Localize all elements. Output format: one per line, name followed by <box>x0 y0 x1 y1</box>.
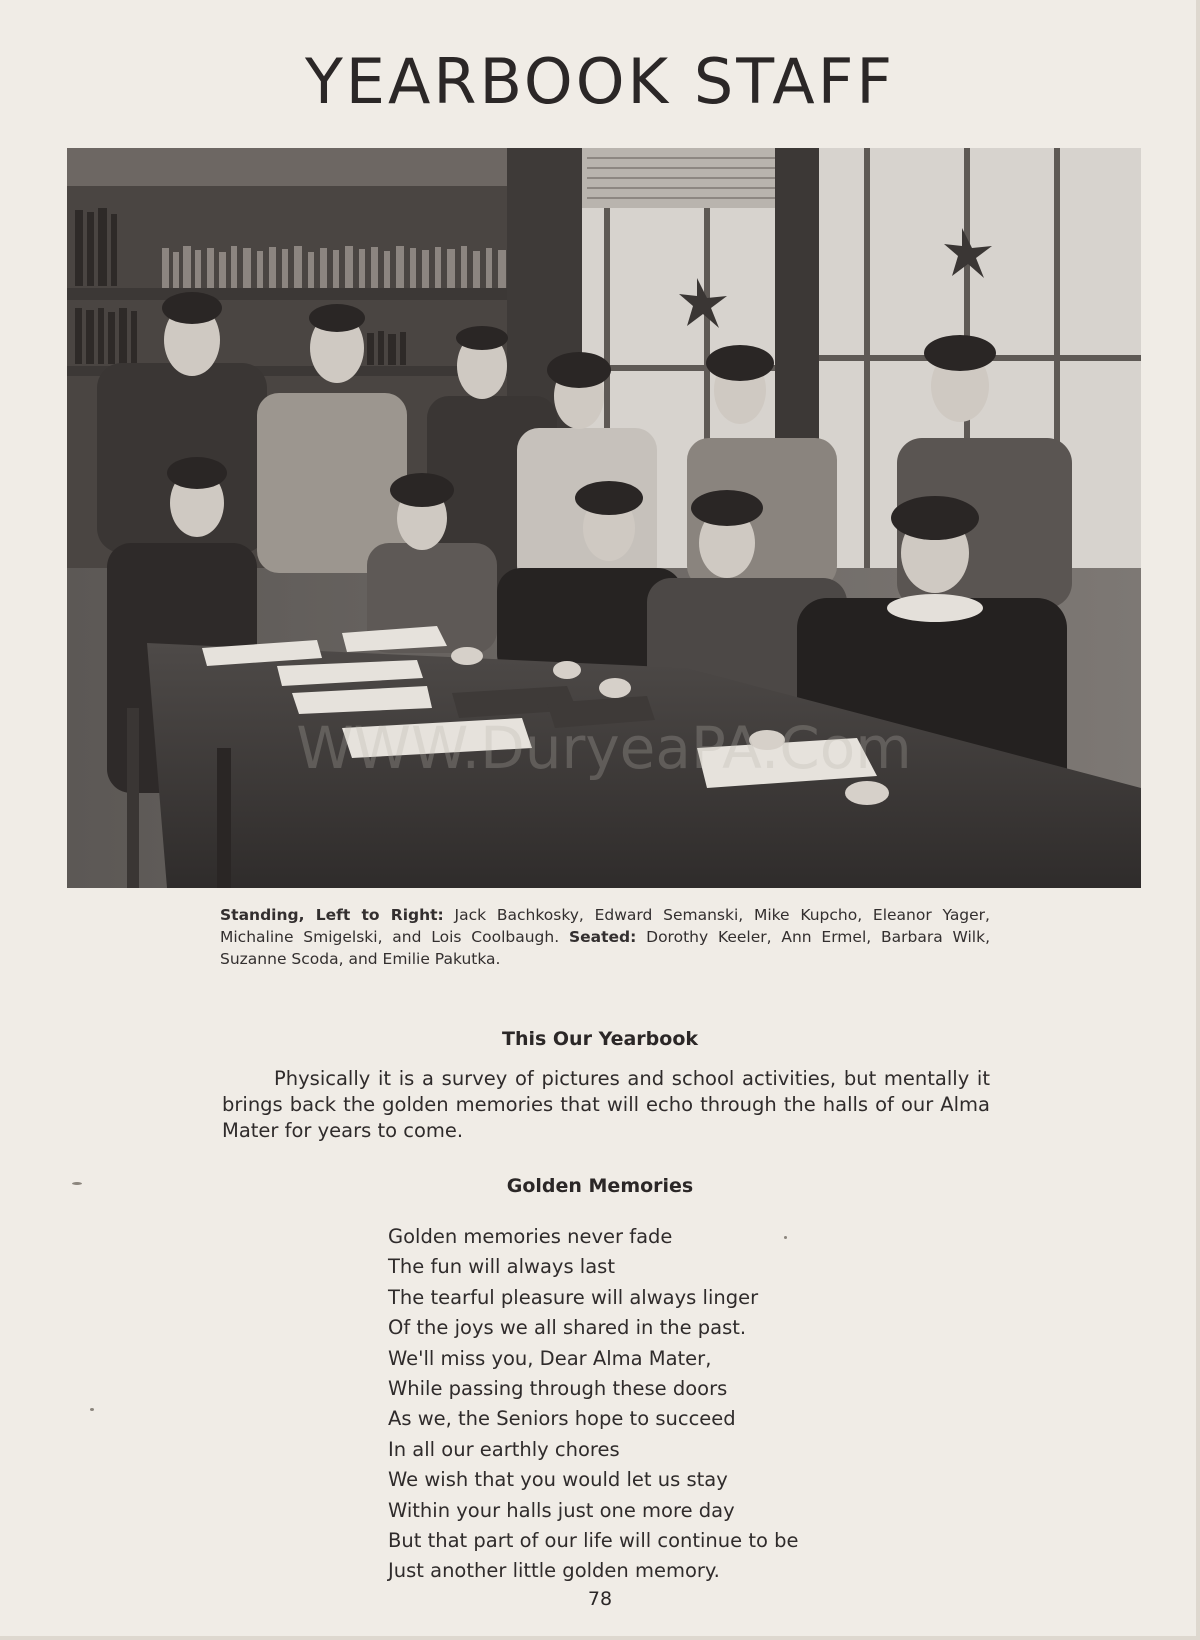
staff-photo <box>67 148 1141 888</box>
paper-speck <box>90 1408 94 1411</box>
standing-label: Standing, Left to Right: <box>220 906 444 924</box>
poem-line: The tearful pleasure will always linger <box>388 1285 759 1309</box>
photo-caption <box>220 904 990 970</box>
seated-label: Seated: <box>568 928 637 946</box>
standing-names: Jack Bachkosky, Edward Semanski, Mike Kupcho, Eleanor Yager, Michaline Smigelski, and Lois Coolbaugh. <box>220 906 990 946</box>
poem-line: Within your halls just one more day <box>388 1498 735 1522</box>
essay-body: Physically it is a survey of pictures and school activities, but mentally it brings back the golden memories that will echo through the halls of our Alma Mater for years to come. <box>222 1067 990 1142</box>
paper-speck <box>72 1182 82 1185</box>
page-number: 78 <box>587 1588 613 1610</box>
paper-speck <box>784 1236 787 1239</box>
poem-line: In all our earthly chores <box>388 1437 620 1461</box>
poem-line: Just another little golden memory. <box>388 1559 720 1583</box>
poem-line: Of the joys we all shared in the past. <box>388 1316 747 1340</box>
poem-body <box>388 1222 948 1587</box>
poem-line: But that part of our life will continue to be <box>388 1529 799 1553</box>
seated-names: Dorothy Keeler, Ann Ermel, Barbara Wilk, Suzanne Scoda, and Emilie Pakutka. <box>220 928 990 968</box>
watermark-text: WWW.DuryeaPA.Com <box>296 714 912 782</box>
poem-line: We wish that you would let us stay <box>388 1468 728 1492</box>
poem-line: As we, the Seniors hope to succeed <box>388 1407 736 1431</box>
poem-line: We'll miss you, Dear Alma Mater, <box>388 1346 712 1370</box>
poem-line: While passing through these doors <box>388 1377 728 1401</box>
essay-heading: This Our Yearbook <box>501 1028 699 1050</box>
page-title: YEARBOOK STAFF <box>304 45 896 118</box>
poem-line: Golden memories never fade <box>388 1225 673 1248</box>
poem-line: The fun will always last <box>388 1255 615 1279</box>
poem-heading: Golden Memories <box>506 1175 694 1197</box>
